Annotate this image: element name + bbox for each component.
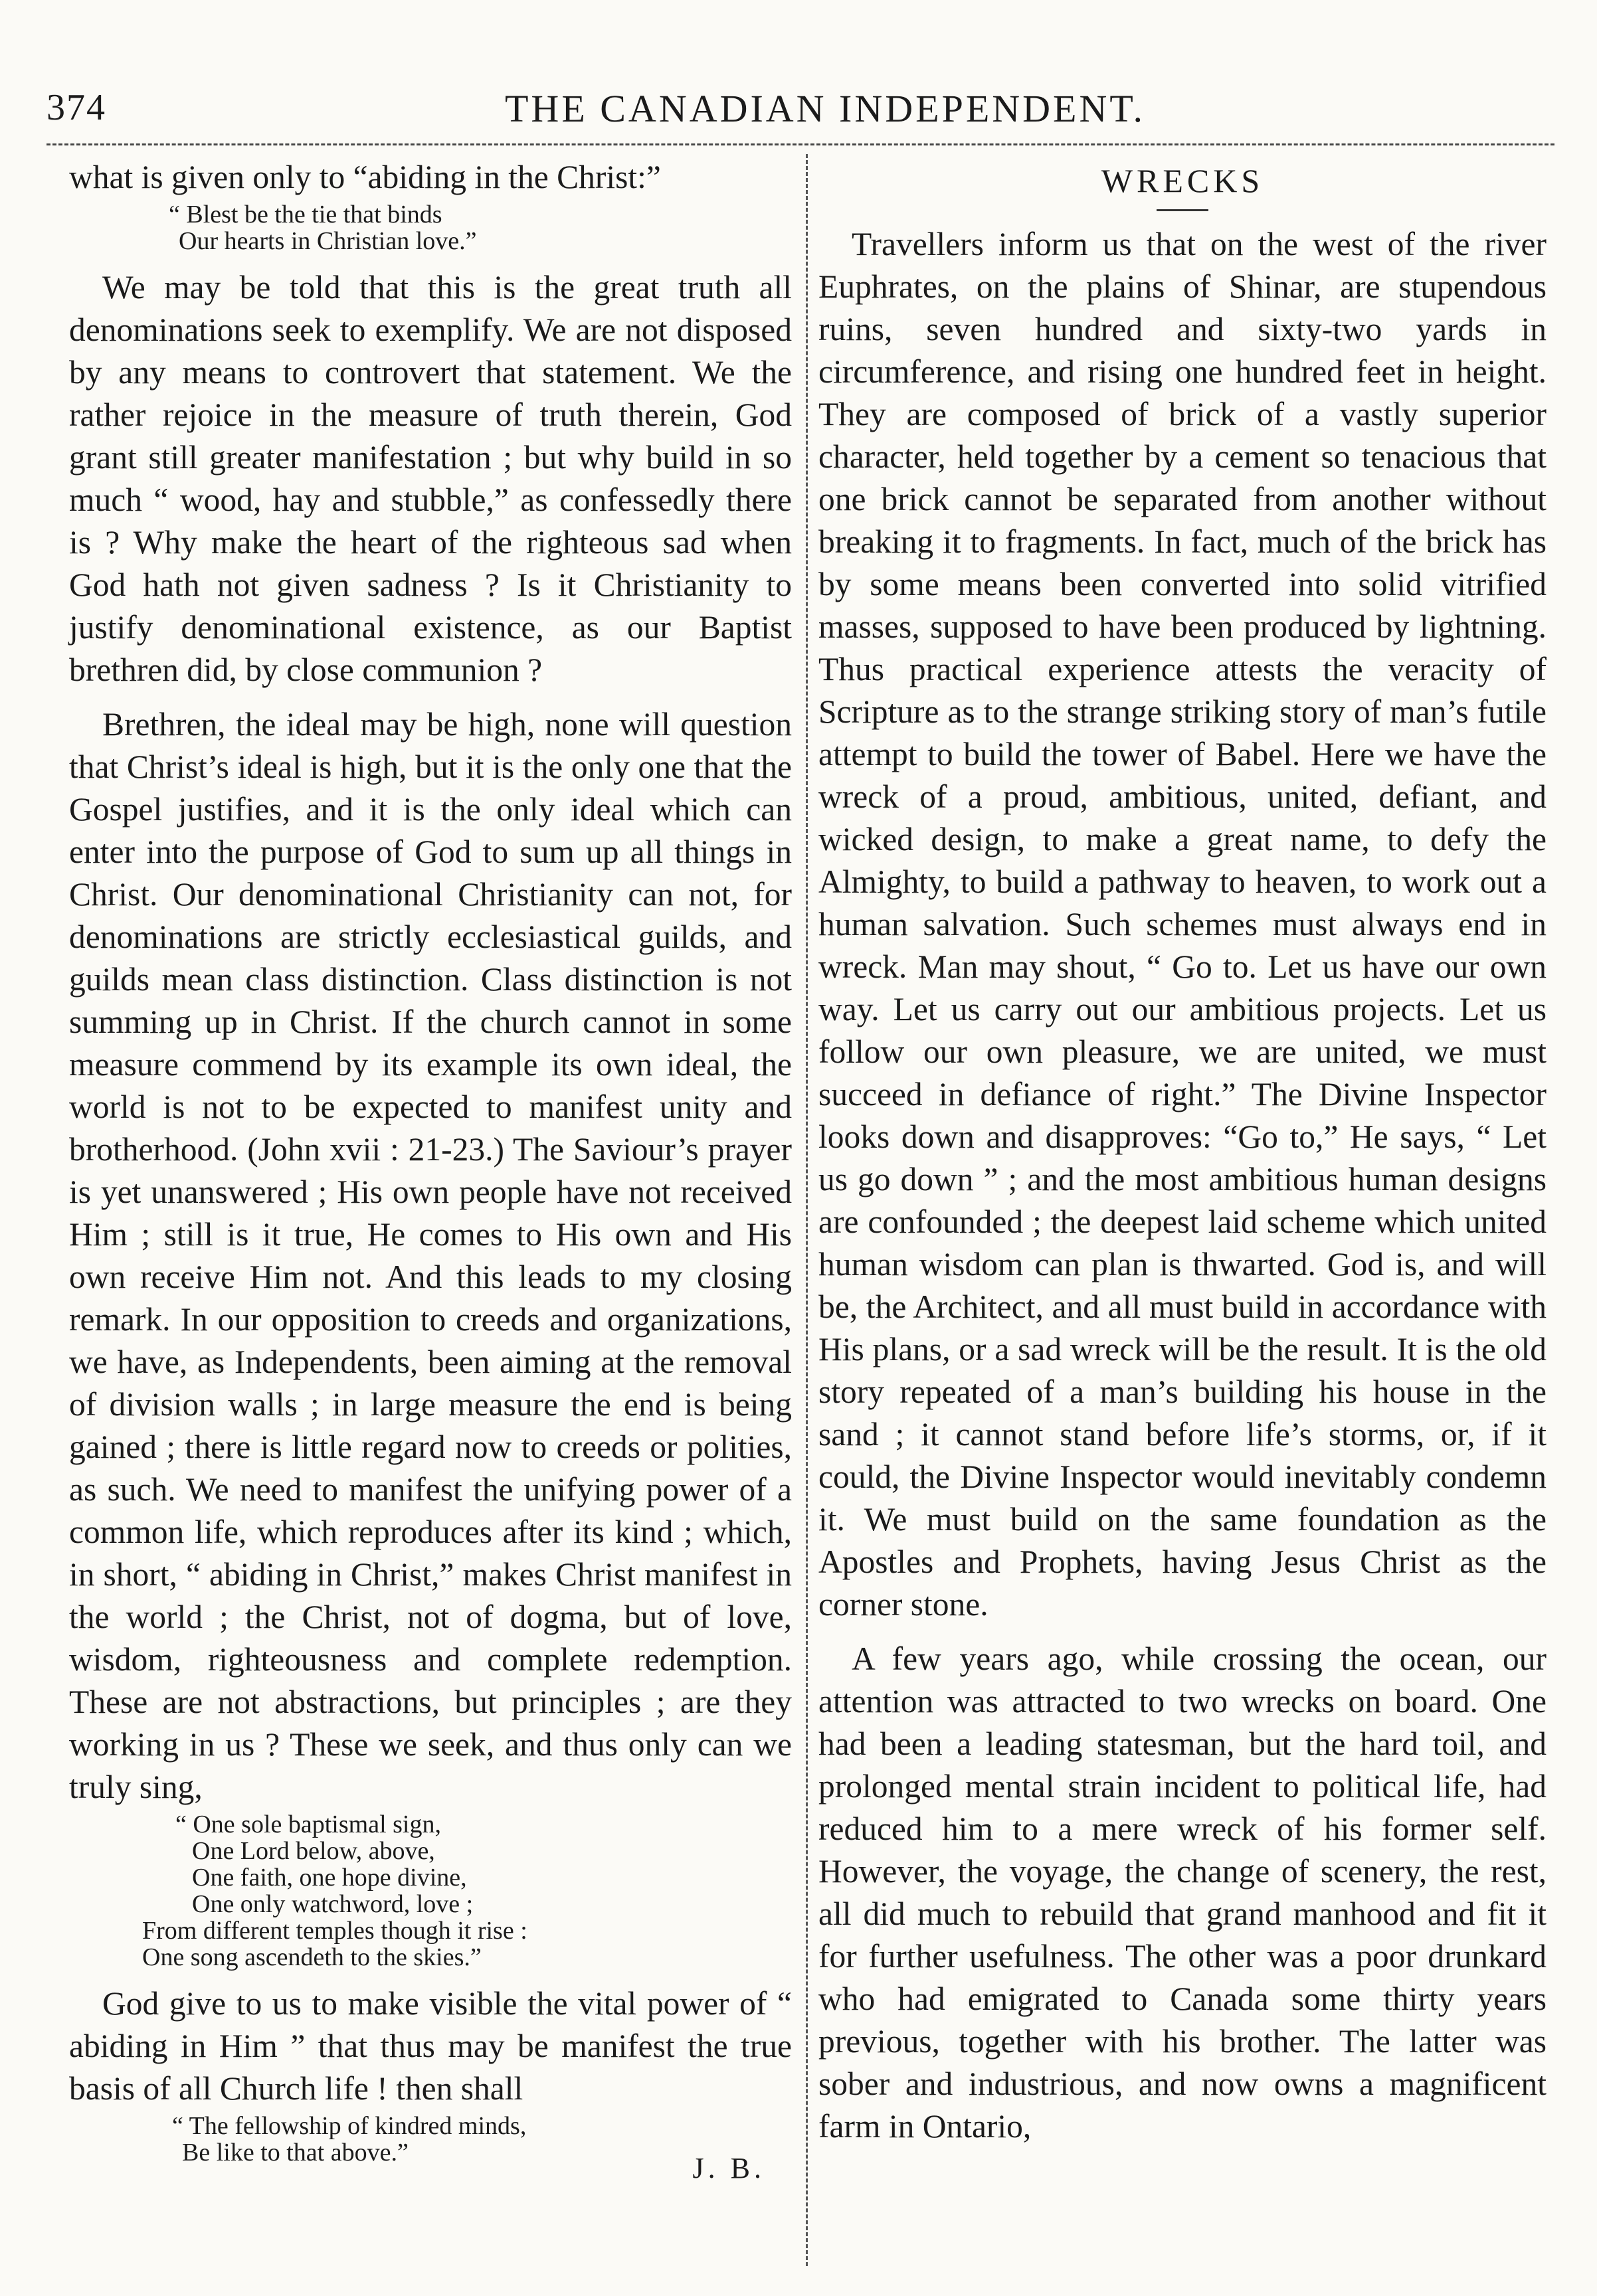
poem-line: One faith, one hope divine, (192, 1864, 467, 1892)
paragraph-gap (818, 1626, 1547, 1638)
page-header (47, 86, 1554, 139)
paragraph-gap (69, 691, 792, 703)
poem-line: “ One sole baptismal sign, (175, 1810, 441, 1838)
section-title: WRECKS (1101, 162, 1264, 199)
paragraph: God give to us to make visible the vital power of “ abiding in Him ” that thus may be manifest the true basis of all Church life ! then shall (69, 1985, 792, 2107)
poem-line: One song ascendeth to the skies.” (142, 1943, 482, 1971)
poem-line: “ The fellowship of kindred minds, (172, 2112, 527, 2140)
header-rule (47, 143, 1554, 145)
author-signature: J. B. (692, 2152, 765, 2184)
poem-line: One only watchword, love ; (192, 1890, 474, 1918)
paragraph: Brethren, the ideal may be high, none will question that Christ’s ideal is high, but it is the only one that the Gospel justifies, and it is the only ideal which can enter into the purpose of God to sum up all things in Christ. Our denominational Christianity can not, for denominations are strictly ecclesiastical guilds, and guilds mean class distinction. Class distinction is not summing up in Christ. If the church cannot in some measure commend by its example its own ideal, the world is not to be expected to manifest unity and brotherhood. (John xvii : 21-23.) The Saviour’s prayer is yet unanswered ; His own people have not received Him ; still is it true, He comes to His own and His own receive Him not. And this leads to my closing remark. In our opposition to creeds and organizations, we have, as Independents, been aiming at the removal of division walls ; in large measure the end is being gained ; there is little regard now to creeds or polities, as such. We need to manifest the unifying power of a common life, which reproduces after its kind ; which, in short, “ abiding in Christ,” makes Christ manifest in the world ; the Christ, not of dogma, but of love, wisdom, righteousness and complete redemption. These are not abstractions, but principles ; are they working in us ? These we seek, and thus only can we truly sing, (69, 706, 792, 1805)
page-number: 374 (47, 87, 106, 128)
paragraph: A few years ago, while crossing the ocean, our attention was attracted to two wrecks on board. One had been a leading statesman, but the hard toil, and prolonged mental strain incident to political life, had reduced him to a mere wreck of his former self. However, the voyage, the change of scenery, the rest, all did much to rebuild that grand manhood and fit it for further usefulness. The other was a poor drunkard who had emigrated to Canada some thirty years previous, together with his brother. The latter was sober and industrious, and now owns a magnificent farm in Ontario, (818, 1640, 1547, 2145)
running-title: THE CANADIAN INDEPENDENT. (505, 87, 1145, 130)
poem-blest-be-the-tie (69, 201, 792, 254)
poem-line: From different temples though it rise : (142, 1917, 527, 1945)
intro-line: what is given only to “abiding in the Christ:” (69, 159, 661, 195)
poem-line: Be like to that above.” (182, 2139, 409, 2166)
paragraph: Travellers inform us that on the west of the river Euphrates, on the plains of Shinar, are stupendous ruins, seven hundred and sixty-two yards in circumference, and rising one hundred feet in height. They are composed of brick of a vastly superior character, held together by a cement so tenacious that one brick cannot be separated from another without breaking it to fragments. In fact, much of the brick has by some means been converted into solid vitrified masses, supposed to have been produced by lightning. Thus practical experience attests the veracity of Scripture as to the strange striking story of man’s futile attempt to build the tower of Babel. Here we have the wreck of a proud, ambitious, united, defiant, and wicked design, to make a great name, to defy the Almighty, to build a pathway to heaven, to work out a human salvation. Such schemes must always end in wreck. Man may shout, “ Go to. Let us have our own way. Let us carry out our ambitious projects. Let us follow our own pleasure, we are united, we must succeed in defiance of right.” The Divine Inspector looks down and disapproves: “Go to,” He says, “ Let us go down ” ; and the most ambitious human designs are confounded ; the deepest laid scheme which united human wisdom can plan is thwarted. God is, and will be, the Architect, and all must build in accordance with His plans, or a sad wreck will be the result. It is the old story repeated of a man’s building his house in the sand ; it cannot stand before life’s storms, or, if it could, the Divine Inspector would inevitably condemn it. We must build on the same foundation as the Apostles and Prophets, having Jesus Christ as the corner stone. (818, 226, 1547, 1623)
poem-line: “ Blest be the tie that binds (169, 201, 442, 228)
left-column (69, 156, 792, 2185)
poem-line: One Lord below, above, (192, 1837, 435, 1865)
poem-one-sole-baptismal-sign (69, 1811, 792, 1971)
right-column (818, 156, 1547, 2148)
column-divider (806, 154, 808, 2266)
paragraph: We may be told that this is the great truth all denominations seek to exemplify. We are not disposed by any means to controvert that statement. We the rather rejoice in the measure of truth therein, God grant still greater manifestation ; but why build in so much “ wood, hay and stubble,” as confessedly there is ? Why make the heart of the righteous sad when God hath not given sadness ? Is it Christianity to justify denominational existence, as our Baptist brethren did, by close communion ? (69, 269, 792, 688)
poem-line: Our hearts in Christian love.” (179, 227, 477, 255)
title-rule (1157, 209, 1208, 211)
